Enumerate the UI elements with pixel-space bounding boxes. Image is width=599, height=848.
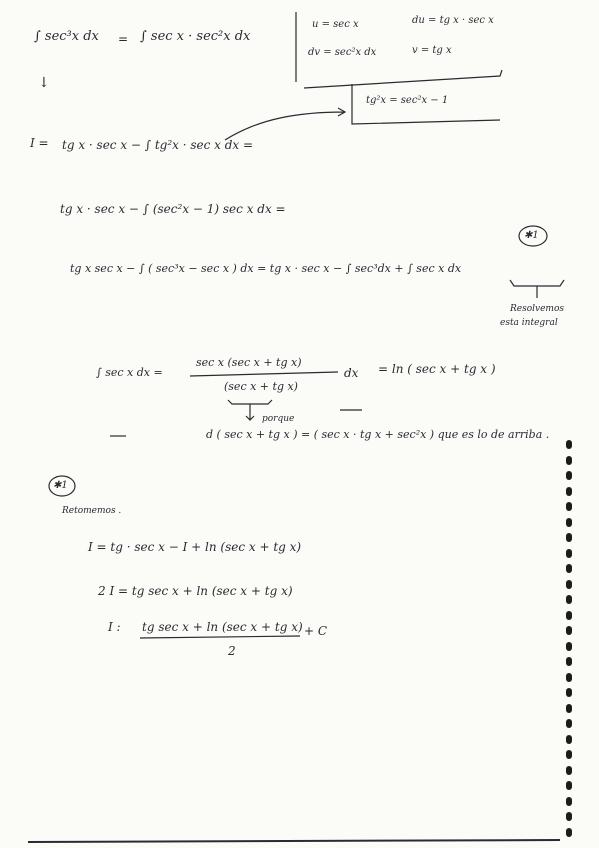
binding-hole — [566, 642, 572, 651]
binding-hole — [566, 688, 572, 697]
binding-hole — [566, 595, 572, 604]
binding-hole — [566, 502, 572, 511]
line-4: tg x sec x − ∫ ( sec³x − sec x ) dx = tg x · sec x − ∫ sec³dx + ∫ sec x dx — [70, 262, 462, 275]
secint-lhs: ∫ sec x dx = — [96, 366, 163, 379]
secint-result: = ln ( sec x + tg x ) — [378, 362, 496, 376]
retomo-line-3-lhs: I : — [108, 620, 121, 634]
binding-hole — [566, 564, 572, 573]
arrow-down: ↓ — [38, 75, 50, 91]
binding-hole — [566, 533, 572, 542]
binding-hole — [566, 549, 572, 558]
binding-hole — [566, 719, 572, 728]
step1-rhs: ∫ sec x · sec²x dx — [140, 29, 251, 44]
binding-hole — [566, 704, 572, 713]
mark-1: ✱1 — [524, 230, 539, 241]
subst-v: v = tg x — [412, 45, 452, 56]
binding-hole — [566, 766, 572, 775]
spiral-binding — [566, 440, 580, 848]
resolvemos-note-2: esta integral — [500, 318, 558, 328]
binding-hole — [566, 657, 572, 666]
binding-hole — [566, 735, 572, 744]
binding-hole — [566, 440, 572, 449]
curved-arrow — [225, 108, 345, 140]
mark-2: ✱1 — [53, 480, 68, 491]
secint-num: sec x (sec x + tg x) — [196, 356, 302, 369]
binding-hole — [566, 487, 572, 496]
binding-hole — [566, 580, 572, 589]
subst-u: u = sec x — [312, 19, 359, 30]
identity: tg²x = sec²x − 1 — [366, 95, 449, 106]
retomemos-label: Retomemos . — [62, 506, 122, 516]
binding-hole — [566, 812, 572, 821]
binding-hole — [566, 673, 572, 682]
retomo-line-1: I = tg · sec x − I + ln (sec x + tg x) — [88, 540, 302, 554]
binding-hole — [566, 750, 572, 759]
retomo-line-3-den: 2 — [228, 644, 236, 658]
secint-fraction-bar — [190, 372, 338, 376]
resolvemos-brace — [510, 280, 564, 298]
porque-brace — [228, 400, 272, 410]
porque-arrow — [246, 410, 254, 420]
binding-hole — [566, 518, 572, 527]
retomo-line-2: 2 I = tg sec x + ln (sec x + tg x) — [98, 584, 293, 598]
step1-eq: = — [118, 32, 129, 46]
retomo-line-3-c: + C — [304, 624, 328, 638]
line-3: tg x · sec x − ∫ (sec²x − 1) sec x dx = — [60, 202, 286, 216]
step1-lhs: ∫ sec³x dx — [34, 29, 99, 44]
bottom-rule — [28, 840, 560, 842]
final-fraction-bar — [140, 636, 300, 638]
line-i-lhs: I = — [30, 136, 49, 150]
line-i-rhs: tg x · sec x − ∫ tg²x · sec x dx = — [62, 138, 254, 152]
porque-label: porque — [262, 414, 295, 424]
resolvemos-note-1: Resolvemos — [510, 304, 564, 314]
secint-dx: dx — [344, 366, 359, 380]
binding-hole — [566, 828, 572, 837]
binding-hole — [566, 456, 572, 465]
subst-dv: dv = sec²x dx — [308, 47, 377, 58]
secint-den: (sec x + tg x) — [224, 380, 298, 393]
binding-hole — [566, 781, 572, 790]
secint-deriv: d ( sec x + tg x ) = ( sec x · tg x + sec²x ) que es lo de arriba . — [206, 428, 550, 441]
subst-du: du = tg x · sec x — [412, 15, 494, 26]
binding-hole — [566, 797, 572, 806]
retomo-line-3-num: tg sec x + ln (sec x + tg x) — [142, 620, 303, 634]
binding-hole — [566, 471, 572, 480]
binding-hole — [566, 626, 572, 635]
binding-hole — [566, 611, 572, 620]
